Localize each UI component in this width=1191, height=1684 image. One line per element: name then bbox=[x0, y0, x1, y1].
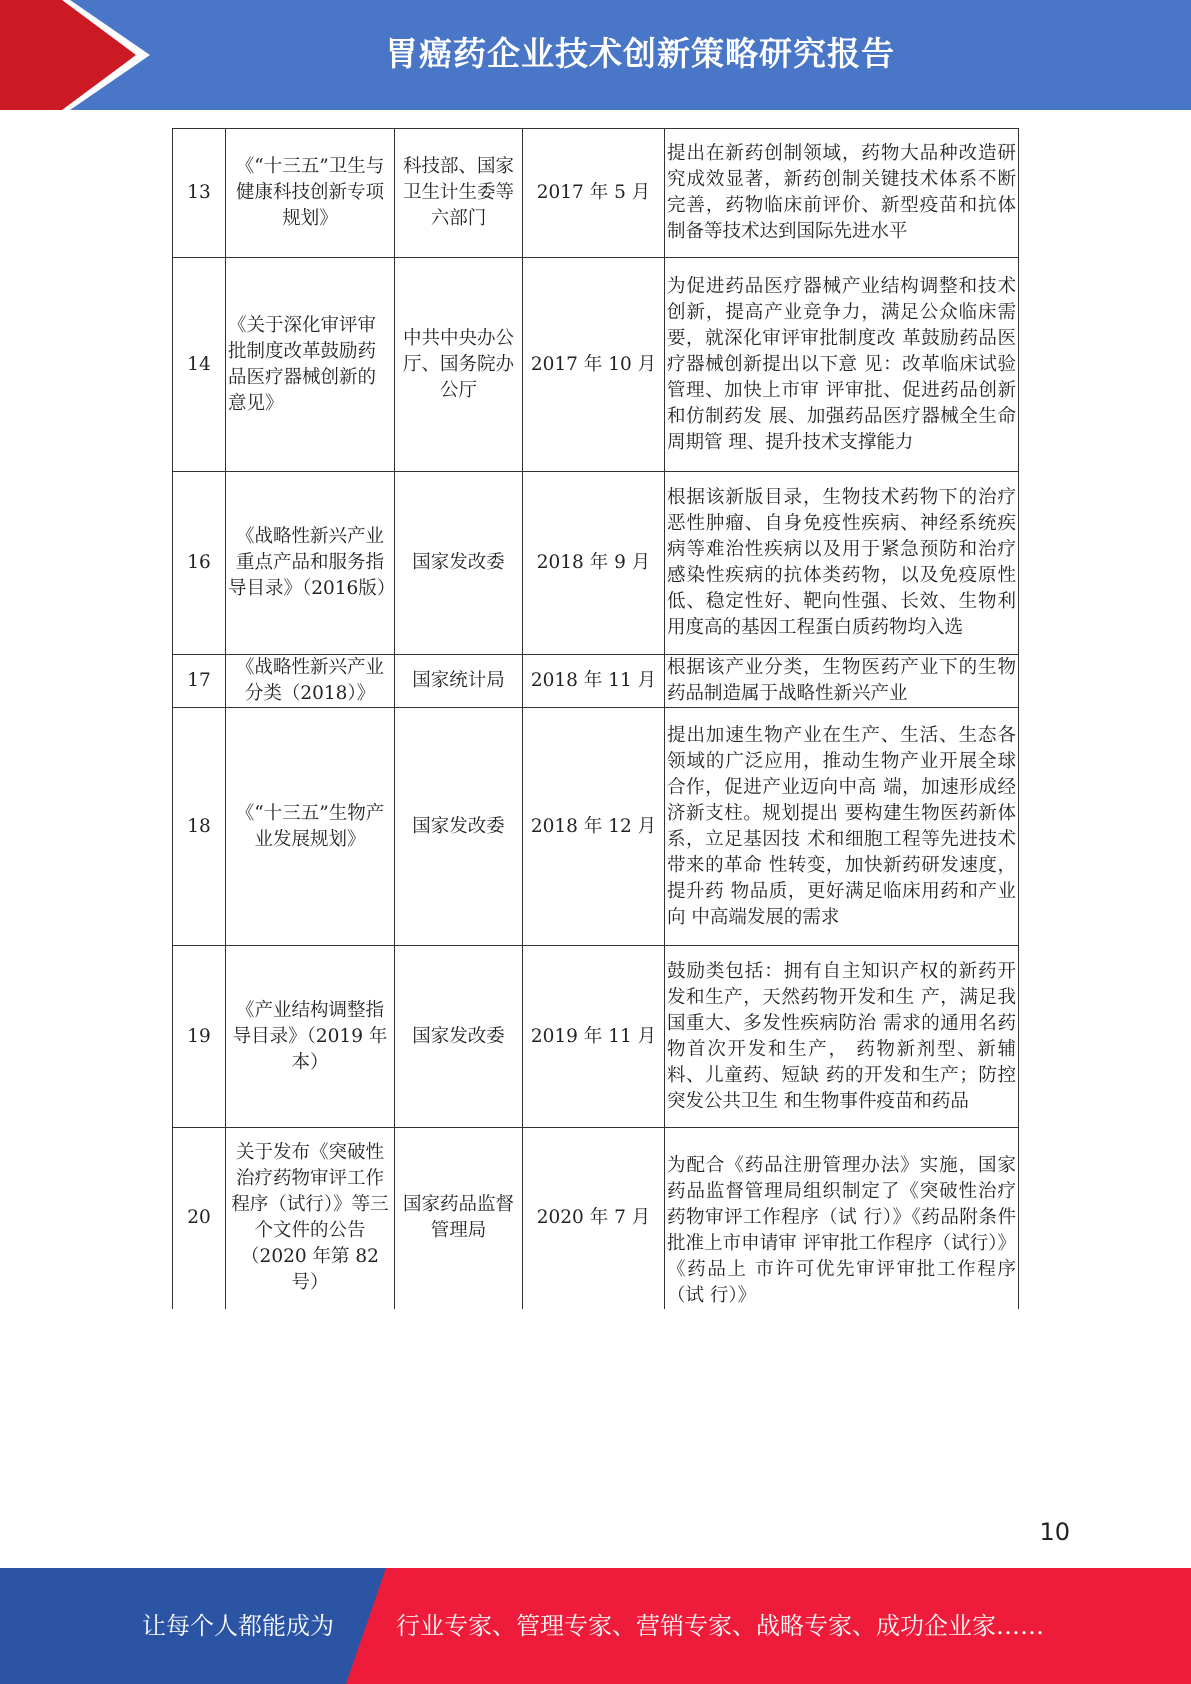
document-name: 《“十三五”卫生与健康科技创新专项规划》 bbox=[226, 129, 395, 258]
table-row bbox=[173, 129, 1019, 258]
issuing-body: 科技部、国家卫生计生委等六部门 bbox=[395, 129, 523, 258]
row-number: 20 bbox=[173, 1128, 226, 1309]
table-row bbox=[173, 258, 1019, 472]
page-header bbox=[0, 0, 1191, 110]
policy-table bbox=[172, 128, 1019, 1309]
table-row bbox=[173, 472, 1019, 655]
issue-date: 2019 年 11 月 bbox=[523, 946, 665, 1128]
page-number: 10 bbox=[1039, 1518, 1070, 1546]
description: 为促进药品医疗器械产业结构调整和技术创新，提高产业竞争力，满足公众临床需要，就深化审评审批制度改 革鼓励药品医疗器械创新提出以下意 见：改革临床试验管理、加快上市审 评审批、促进药品创新和仿制药发 展、加强药品医疗器械全生命周期管 理、提升技术支撑能力 bbox=[665, 258, 1019, 472]
table-row bbox=[173, 655, 1019, 708]
description: 提出加速生物产业在生产、生活、生态各领域的广泛应用，推动生物产业开展全球合作，促进产业迈向中高 端，加速形成经济新支柱。规划提出 要构建生物医药新体系，立足基因技 术和细胞工程等先进技术带来的革命 性转变，加快新药研发速度，提升药 物品质，更好满足临床用药和产业向 中高端发展的需求 bbox=[665, 708, 1019, 946]
row-number: 18 bbox=[173, 708, 226, 946]
page-footer bbox=[0, 1568, 1191, 1684]
issuing-body: 国家药品监督管理局 bbox=[395, 1128, 523, 1309]
row-number: 17 bbox=[173, 655, 226, 708]
row-number: 19 bbox=[173, 946, 226, 1128]
document-name: 《关于深化审评审批制度改革鼓励药品医疗器械创新的意见》 bbox=[226, 258, 395, 472]
header-chevron-decoration bbox=[0, 0, 150, 110]
issuing-body: 国家发改委 bbox=[395, 708, 523, 946]
table-row bbox=[173, 708, 1019, 946]
issuing-body: 国家发改委 bbox=[395, 946, 523, 1128]
footer-slogan-right: 行业专家、管理专家、营销专家、战略专家、成功企业家…… bbox=[396, 1612, 1044, 1640]
issuing-body: 国家统计局 bbox=[395, 655, 523, 708]
issuing-body: 国家发改委 bbox=[395, 472, 523, 655]
document-name: 《战略性新兴产业重点产品和服务指导目录》（2016版） bbox=[226, 472, 395, 655]
description: 鼓励类包括：拥有自主知识产权的新药开发和生产，天然药物开发和生 产，满足我国重大、多发性疾病防治 需求的通用名药物首次开发和生产， 药物新剂型、新辅料、儿童药、短缺 药的开发和生产；防控突发公共卫生 和生物事件疫苗和药品 bbox=[665, 946, 1019, 1128]
row-number: 13 bbox=[173, 129, 226, 258]
description: 根据该新版目录，生物技术药物下的治疗恶性肿瘤、自身免疫性疾病、神经系统疾病等难治性疾病以及用于紧急预防和治疗感染性疾病的抗体类药物，以及免疫原性低、稳定性好、靶向性强、长效、生物利用度高的基因工程蛋白质药物均入选 bbox=[665, 472, 1019, 655]
description: 根据该产业分类，生物医药产业下的生物药品制造属于战略性新兴产业 bbox=[665, 655, 1019, 708]
row-number: 16 bbox=[173, 472, 226, 655]
issue-date: 2018 年 9 月 bbox=[523, 472, 665, 655]
report-title: 胃癌药企业技术创新策略研究报告 bbox=[385, 34, 895, 73]
description: 提出在新药创制领域，药物大品种改造研究成效显著，新药创制关键技术体系不断完善，药物临床前评价、新型疫苗和抗体制备等技术达到国际先进水平 bbox=[665, 129, 1019, 258]
issue-date: 2018 年 11 月 bbox=[523, 655, 665, 708]
table-row bbox=[173, 1128, 1019, 1309]
issue-date: 2018 年 12 月 bbox=[523, 708, 665, 946]
issue-date: 2017 年 10 月 bbox=[523, 258, 665, 472]
document-name: 《“十三五”生物产业发展规划》 bbox=[226, 708, 395, 946]
row-number: 14 bbox=[173, 258, 226, 472]
issue-date: 2020 年 7 月 bbox=[523, 1128, 665, 1309]
table-row bbox=[173, 946, 1019, 1128]
document-name: 《产业结构调整指导目录》（2019 年本） bbox=[226, 946, 395, 1128]
document-name: 关于发布《突破性治疗药物审评工作程序（试行）》等三个文件的公告（2020 年第 82 号） bbox=[226, 1128, 395, 1309]
footer-slogan-left: 让每个人都能成为 bbox=[142, 1612, 334, 1640]
issuing-body: 中共中央办公厅、国务院办公厅 bbox=[395, 258, 523, 472]
document-name: 《战略性新兴产业分类（2018）》 bbox=[226, 655, 395, 708]
description: 为配合《药品注册管理办法》实施，国家药品监督管理局组织制定了《突破性治疗药物审评工作程序（试 行）》《药品附条件批准上市申请审 评审批工作程序（试行）》《药品上 市许可优先审评审批工作程序（试 行）》 bbox=[665, 1128, 1019, 1309]
issue-date: 2017 年 5 月 bbox=[523, 129, 665, 258]
